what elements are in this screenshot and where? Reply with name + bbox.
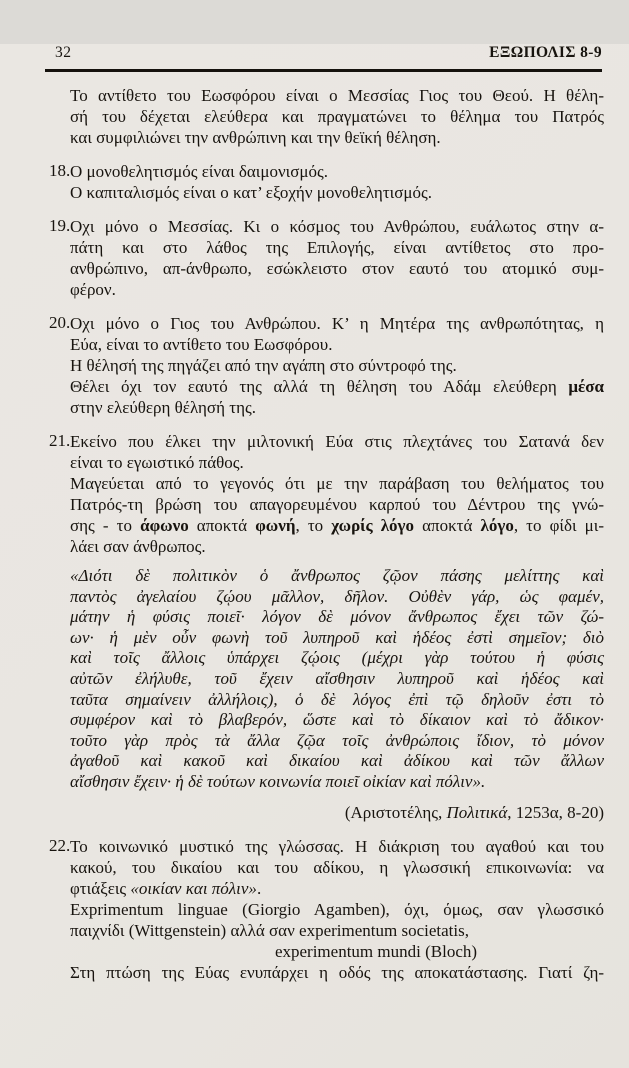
text-line: στην ελεύθερη θέλησή της. xyxy=(70,398,256,417)
item-number: 20. xyxy=(49,313,71,332)
text-line: Στη πτώση της Εύας ενυπάρχει η οδός της αποκατάστασης. Γιατί ζη- xyxy=(70,962,604,982)
header-rule xyxy=(45,69,602,72)
text-line: είναι το εγωιστικό πάθος. xyxy=(70,453,244,472)
text-line: (Αριστοτέλης, Πολιτικά, 1253α, 8-20) xyxy=(344,802,604,822)
text-line: Η θέλησή της πηγάζει από την αγάπη στο σύντροφό της. xyxy=(70,356,457,375)
paragraph-item-21 xyxy=(49,431,604,557)
text-line: Εύα, είναι το αντίθετο του Εωσφόρου. xyxy=(70,335,333,354)
aristotle-quote xyxy=(49,566,604,793)
text-line: συμφέρον καὶ τὸ βλαβερόν, ὥστε καὶ τὸ δίκαιον καὶ τὸ ἄδικον· xyxy=(70,710,604,730)
item-number: 21. xyxy=(49,431,71,450)
text-line: Οχι μόνο ο Μεσσίας. Κι ο κόσμος του Ανθρώπου, ευάλωτος στην α- xyxy=(70,217,604,236)
text-line: σή του δέχεται ελεύθερα και πραγματώνει το θέλημα του Πατρός xyxy=(70,107,604,126)
text-line: κακού, του δικαίου και του αδίκου, η γλωσσική επικοινωνία: να xyxy=(70,857,604,877)
text-line: Ο μονοθελητισμός είναι δαιμονισμός. xyxy=(70,162,329,181)
text-line: αὐτῶν ἐλήλυθε, τοῦ ἔχειν αἴσθησιν λυπηροῦ καὶ ἡδέος καὶ xyxy=(70,668,604,688)
text-line: τοῦτο γὰρ πρὸς τὰ ἄλλα ζῷα τοῖς ἀνθρώποις ἴδιον, τὸ μόνον xyxy=(70,730,604,750)
paragraph-item-22 xyxy=(49,836,604,983)
text-line: Πατρός-τη βρώση του απαγορευμένου καρπού του Δέντρου της γνώ- xyxy=(70,495,604,514)
text-line: Το αντίθετο του Εωσφόρου είναι ο Μεσσίας Γιος του Θεού. Η θέλη- xyxy=(70,86,604,105)
item-number: 22. xyxy=(49,835,71,855)
paragraph-item-18 xyxy=(49,161,604,203)
paragraph-item-20 xyxy=(49,313,604,418)
text-line: Μαγεύεται από το γεγονός ότι με την παράβαση του θελήματος του xyxy=(70,474,604,493)
quote-attribution xyxy=(49,802,604,823)
running-header xyxy=(45,44,602,62)
text-line: Εκείνο που έλκει την μιλτονική Εύα στις πλεχτάνες του Σατανά δεν xyxy=(70,432,604,451)
text-line: Exprimentum linguae (Giorgio Agamben), όχι, όμως, σαν γλωσσικό xyxy=(70,899,604,919)
text-line: λάει σαν άνθρωπος. xyxy=(70,537,206,556)
page-number: 32 xyxy=(55,44,72,61)
text-line: ανθρώπινο, απ-άνθρωπο, εσώκλειστο στον εαυτό του ατομικό συμ- xyxy=(70,259,604,278)
text-line: παιχνίδι (Wittgenstein) αλλά σαν experimentum societatis, xyxy=(70,920,469,940)
text-line: αἴσθησιν ἔχειν· ἡ δὲ τούτων κοινωνία ποιεῖ οἰκίαν καὶ πόλιν». xyxy=(70,771,486,791)
text-line: Οχι μόνο ο Γιος του Ανθρώπου. Κ’ η Μητέρα της ανθρωπότητας, η xyxy=(70,314,604,333)
text-line: καὶ τοῖς ἄλλοις ὑπάρχει ζῴοις (μέχρι γὰρ τούτου ἡ φύσις xyxy=(70,648,604,668)
text-line: σης - το άφωνο αποκτά φωνή, το χωρίς λόγο αποκτά λόγο, το φίδι μι- xyxy=(70,516,605,535)
text-line: Το κοινωνικό μυστικό της γλώσσας. Η διάκριση του αγαθού και του xyxy=(70,836,604,856)
paragraph-item-19 xyxy=(49,216,604,300)
running-title: ΕΞΩΠΟΛΙΣ 8-9 xyxy=(489,44,602,61)
text-line: φέρον. xyxy=(70,280,116,299)
paragraph-continuation xyxy=(49,85,604,148)
item-number: 18. xyxy=(49,161,71,180)
item-number: 19. xyxy=(49,216,71,235)
text-line: ων· ἡ μὲν οὖν φωνὴ τοῦ λυπηροῦ καὶ ἡδέος ἐστὶ σημεῖον; διὸ xyxy=(70,627,604,647)
text-line: και συμφιλιώνει την ανθρώπινη και την θεϊκή θέληση. xyxy=(70,128,441,147)
text-line: Ο καπιταλισμός είναι ο κατ’ εξοχήν μονοθελητισμός. xyxy=(70,183,432,202)
text-line: Θέλει όχι τον εαυτό της αλλά τη θέληση του Αδάμ ελεύθερη μέσα xyxy=(70,377,604,396)
text-line: ταῦτα σημαίνειν ἀλλήλοις), ὁ δὲ λόγος ἐπὶ τῷ δηλοῦν ἐστι τὸ xyxy=(70,689,604,709)
scanned-page xyxy=(0,44,629,1068)
text-line: «Διότι δὲ πολιτικὸν ὁ ἄνθρωπος ζῷον πάσης μελίττης καὶ xyxy=(70,566,604,585)
page-blocks xyxy=(49,85,604,983)
text-line: παντὸς ἀγελαίου ζῴου μᾶλλον, δῆλον. Οὐθὲν γάρ, ὡς φαμέν, xyxy=(70,586,604,606)
text-line: μάτην ἡ φύσις ποιεῖ· λόγον δὲ μόνον ἄνθρωπος ἔχει τῶν ζώ- xyxy=(70,607,604,627)
text-line: πάτη και στο λάθος της Επιλογής, είναι αντίθετος στο προ- xyxy=(70,238,604,257)
text-line: experimentum mundi (Bloch) xyxy=(274,941,478,961)
text-line: ἀγαθοῦ καὶ κακοῦ καὶ δικαίου καὶ ἀδίκου καὶ τῶν ἄλλων xyxy=(70,751,604,771)
text-line: φτιάξεις «οικίαν και πόλιν». xyxy=(70,878,262,898)
